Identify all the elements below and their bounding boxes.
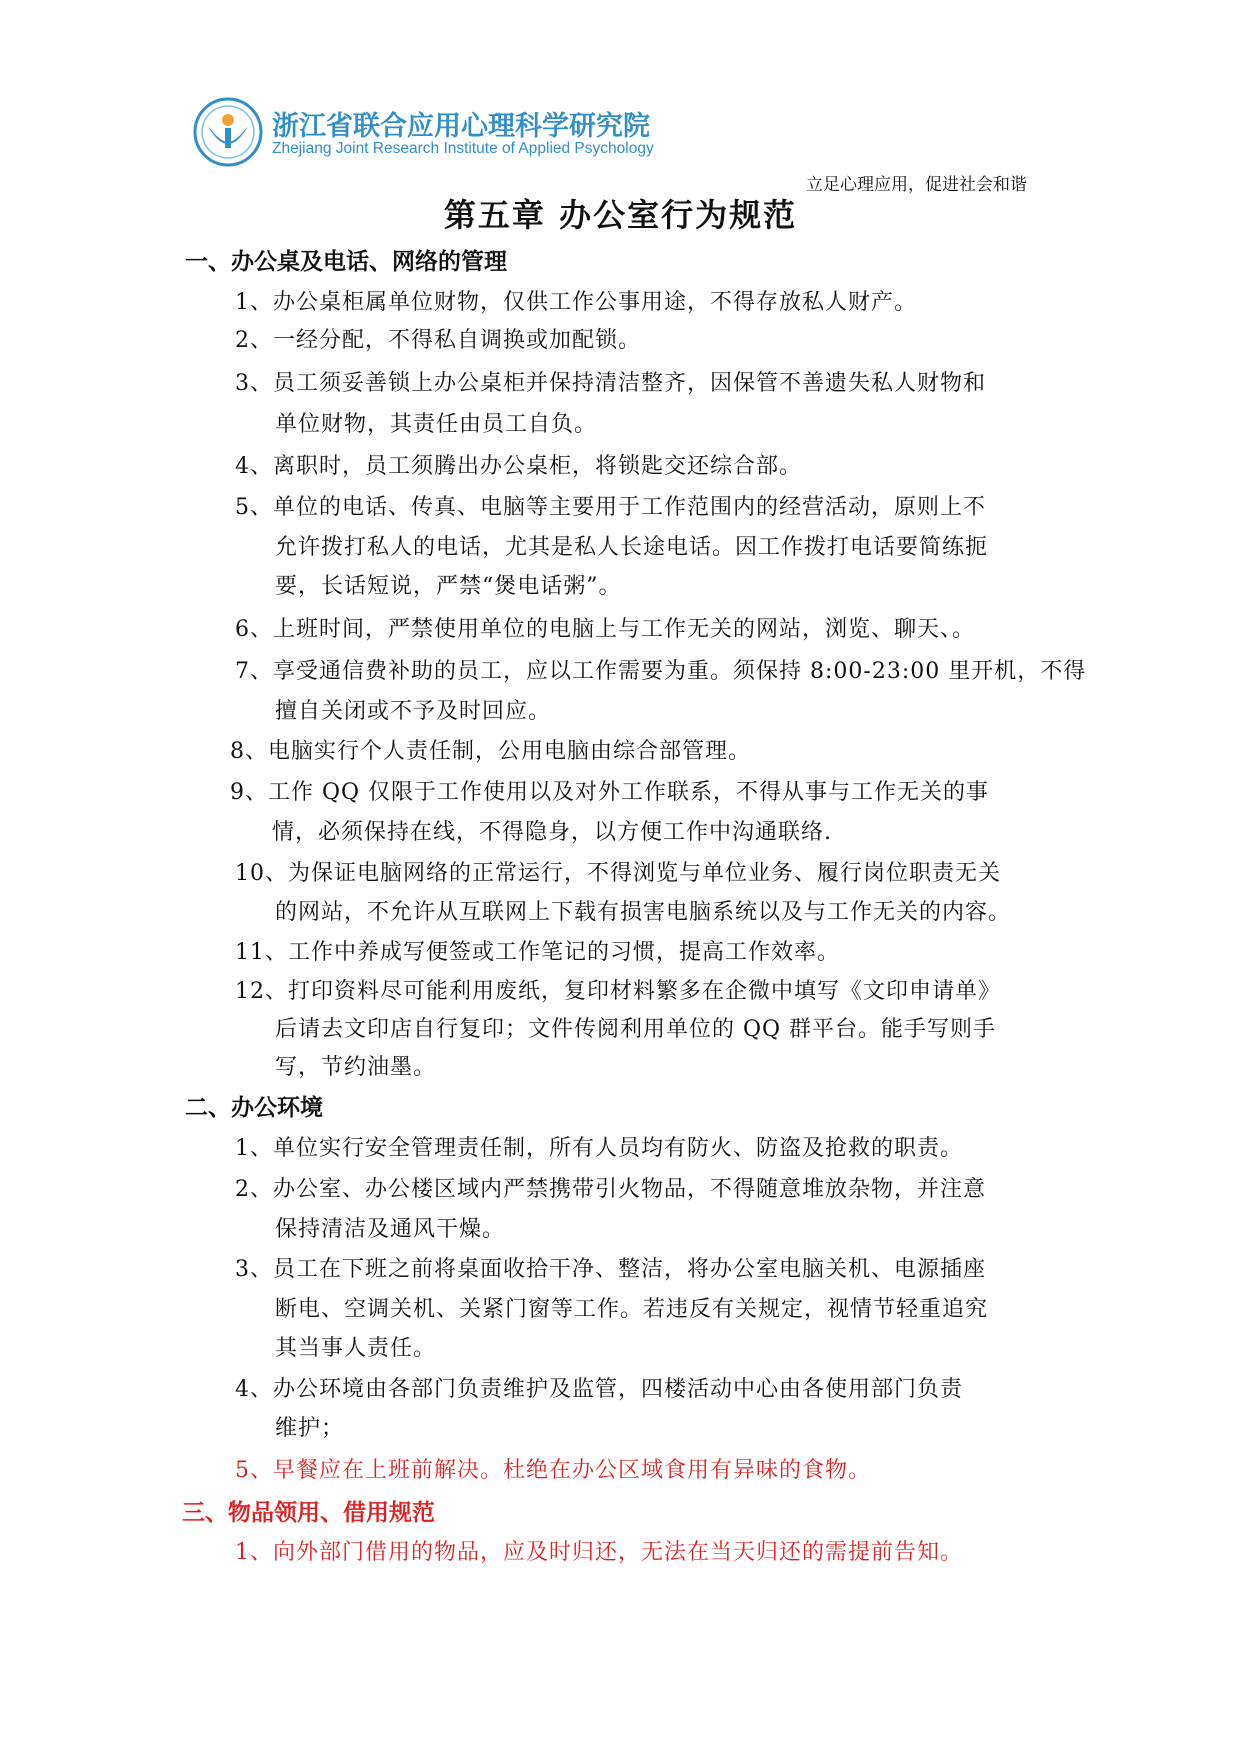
rule-line: 1、单位实行安全管理责任制，所有人员均有防火、防盗及抢救的职责。 [235,1136,963,1161]
rule-line: 要，长话短说，严禁“煲电话粥”。 [275,574,622,599]
institute-logo [192,96,692,170]
rule-line: 1、办公桌柜属单位财物，仅供工作公事用途，不得存放私人财产。 [235,290,917,315]
logo-chinese-name: 浙江省联合应用心理科学研究院 [272,111,650,142]
rule-line: 4、办公环境由各部门负责维护及监管，四楼活动中心由各使用部门负责 [235,1377,963,1402]
rule-line: 4、离职时，员工须腾出办公桌柜，将锁匙交还综合部。 [235,454,802,479]
section-heading-highlighted: 三、物品领用、借用规范 [182,1500,435,1526]
rule-line: 断电、空调关机、关紧门窗等工作。若违反有关规定，视情节轻重追究 [275,1297,989,1322]
slogan: 立足心理应用，促进社会和谐 [806,175,1027,195]
rule-line: 2、一经分配，不得私自调换或加配锁。 [235,328,641,353]
rule-line: 保持清洁及通风干燥。 [275,1217,506,1242]
rule-line: 5、单位的电话、传真、电脑等主要用于工作范围内的经营活动，原则上不 [235,495,986,520]
section-heading: 二、办公环境 [185,1095,323,1121]
chapter-title: 第五章 办公室行为规范 [443,196,798,234]
rule-line: 单位财物，其责任由员工自负。 [275,412,598,437]
rule-line: 6、上班时间，严禁使用单位的电脑上与工作无关的网站，浏览、聊天、。 [235,617,975,642]
rule-line: 3、员工在下班之前将桌面收拾干净、整洁，将办公室电脑关机、电源插座 [235,1257,986,1282]
rule-line: 允许拨打私人的电话，尤其是私人长途电话。因工作拨打电话要简练扼 [275,535,989,560]
rule-line: 擅自关闭或不予及时回应。 [275,699,552,724]
institute-emblem-icon [192,96,264,168]
rule-line: 8、电脑实行个人责任制，公用电脑由综合部管理。 [230,739,751,764]
rule-line: 的网站，不允许从互联网上下载有损害电脑系统以及与工作无关的内容。 [275,900,1012,925]
rule-line: 11、工作中养成写便签或工作笔记的习惯，提高工作效率。 [235,940,840,965]
rule-line: 后请去文印店自行复印；文件传阅利用单位的 QQ 群平台。能手写则手 [275,1017,997,1042]
rule-line: 维护； [275,1416,345,1441]
rule-line: 7、享受通信费补助的员工，应以工作需要为重。须保持 8:00-23:00 里开机，不得 [235,659,1087,684]
rule-line: 9、工作 QQ 仅限于工作使用以及对外工作联系，不得从事与工作无关的事 [230,780,990,805]
rule-line: 情，必须保持在线，不得隐身，以方便工作中沟通联络. [272,820,832,845]
rule-line: 2、办公室、办公楼区域内严禁携带引火物品，不得随意堆放杂物，并注意 [235,1177,986,1202]
logo-english-name: Zhejiang Joint Research Institute of Applied Psychology [272,140,654,157]
rule-line: 其当事人责任。 [275,1336,437,1361]
rule-line: 写，节约油墨。 [275,1055,437,1080]
rule-line-highlighted: 5、早餐应在上班前解决。杜绝在办公区域食用有异味的食物。 [235,1458,871,1483]
rule-line: 12、打印资料尽可能利用废纸，复印材料繁多在企微中填写《文印申请单》 [235,979,1001,1004]
rule-line: 3、员工须妥善锁上办公桌柜并保持清洁整齐，因保管不善遗失私人财物和 [235,371,986,396]
section-heading: 一、办公桌及电话、网络的管理 [185,249,507,275]
rule-line: 10、为保证电脑网络的正常运行，不得浏览与单位业务、履行岗位职责无关 [235,861,1001,886]
rule-line-highlighted: 1、向外部门借用的物品，应及时归还，无法在当天归还的需提前告知。 [235,1540,963,1565]
